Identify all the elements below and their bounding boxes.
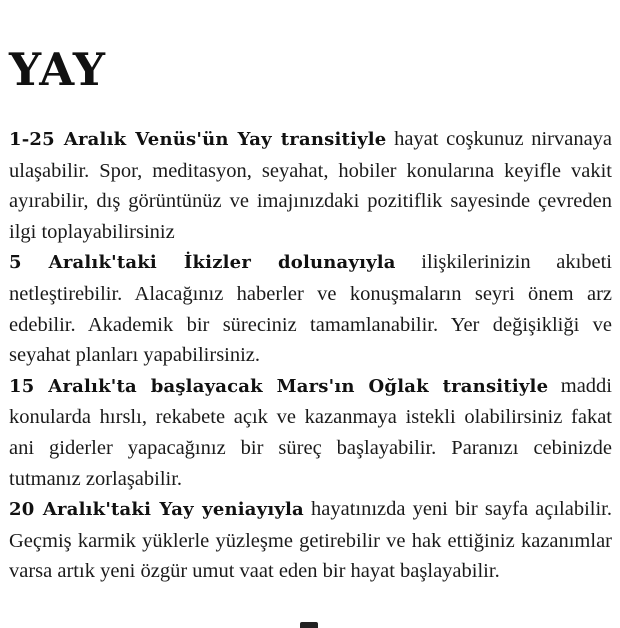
paragraph-lead: 20 Aralık'taki Yay yeniayıyla [9, 499, 304, 521]
forecast-paragraph-new-moon [9, 494, 612, 587]
forecast-text [9, 124, 612, 587]
paragraph-lead: 15 Aralık'ta başlayacak Mars'ın Oğlak transitiyle [9, 375, 549, 397]
paragraph-body: hayatınızda yeni bir sayfa açılabilir. Geçmiş karmik yüklerle yüzleşme getirebilir ve hak ettiğiniz kazanımlar varsa artık yeni özgür umut vaat eden bir hayat başlayabilir. [9, 498, 612, 583]
paragraph-body: ilişkilerinizin akıbeti netleştirebilir. Alacağınız haberler ve konuşmaların seyri önem arz edebilir. Akademik bir süreciniz tamamlanabilir. Yer değişikliği ve seyahat planları yapabilirsiniz. [9, 251, 613, 367]
forecast-paragraph-mars [9, 371, 612, 494]
paragraph-lead: 5 Aralık'taki İkizler dolunayıyla [9, 252, 396, 274]
paragraph-body: maddi konularda hırslı, rekabete açık ve kazanmaya istekli olabilirsiniz fakat ani giderler yapacağınız bir süreç başlayabilir. Paranızı cebinizde tutmanız zorlaşabilir. [9, 374, 612, 490]
forecast-paragraph-full-moon [9, 247, 612, 370]
page-title: YAY [9, 43, 107, 96]
paragraph-body: hayat coşkunuz nirvanaya ulaşabilir. Spor, meditasyon, seyahat, hobiler konularına keyifle vakit ayırabilir, dış görüntünüz ve imajınızdaki pozitiflik sayesinde çevreden ilgi toplayabilirsiniz [9, 128, 613, 243]
forecast-paragraph-venus [9, 124, 612, 247]
cropped-glyph-fragment [300, 622, 318, 628]
paragraph-lead: 1-25 Aralık Venüs'ün Yay transitiyle [9, 129, 387, 150]
